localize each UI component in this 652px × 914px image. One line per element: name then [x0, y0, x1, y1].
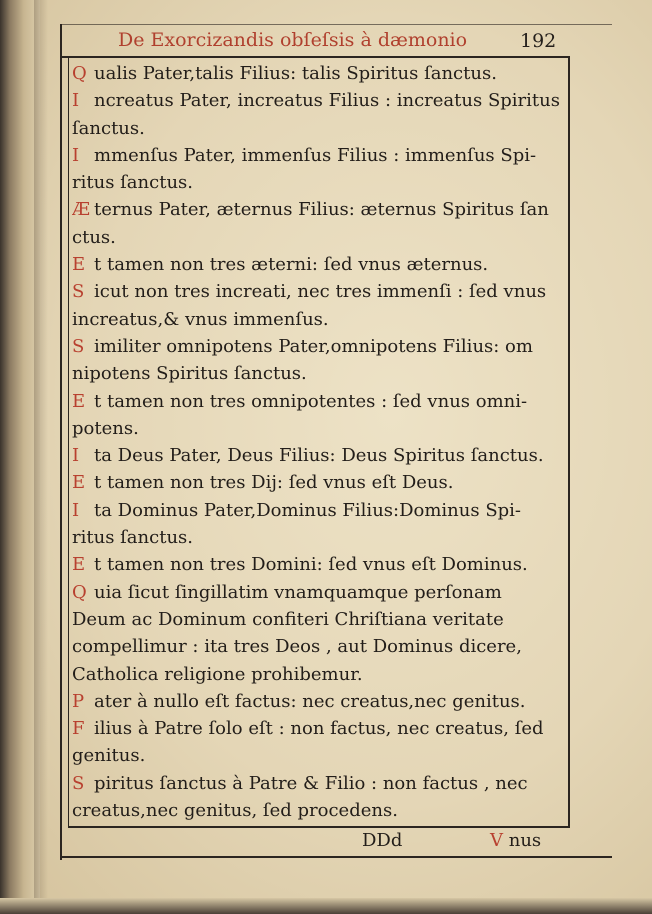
line-text: t tamen non tres Domini: ſed vnus eſt Dominus. — [94, 554, 528, 576]
line-text: ncreatus Pater, increatus Filius : increatus Spiritus — [94, 90, 560, 112]
line-text: ternus Pater, æternus Filius: æternus Spiritus ſan — [94, 199, 549, 221]
left-inner-rule — [68, 58, 69, 828]
rubricated-initial: S — [72, 335, 85, 357]
line-text: increatus,& vnus immenſus. — [72, 308, 329, 330]
top-rule — [60, 56, 570, 58]
line-text: ſanctus. — [72, 117, 145, 139]
line-text: Catholica religione prohibemur. — [72, 663, 363, 685]
text-line — [72, 661, 568, 688]
line-text: potens. — [72, 417, 139, 439]
rubricated-initial: I — [72, 90, 80, 112]
text-line — [72, 770, 568, 797]
text-line — [72, 633, 568, 660]
line-text: ta Deus Pater, Deus Filius: Deus Spiritus ſanctus. — [94, 445, 544, 467]
text-line — [72, 415, 568, 442]
rubricated-initial: Q — [72, 581, 87, 603]
text-line — [72, 606, 568, 633]
creed-text-block — [72, 60, 568, 830]
text-line — [72, 60, 568, 87]
text-line — [72, 388, 568, 415]
line-text: ta Dominus Pater,Dominus Filius:Dominus Spi- — [94, 499, 522, 521]
line-text: t tamen non tres Dij: ſed vnus eſt Deus. — [94, 472, 454, 494]
text-line — [72, 742, 568, 769]
line-text: icut non tres increati, nec tres immenſi : ſed vnus — [94, 281, 547, 303]
text-line — [72, 551, 568, 578]
rubricated-initial: P — [72, 690, 85, 712]
left-outer-rule — [60, 24, 62, 860]
line-text: t tamen non tres omnipotentes : ſed vnus omni- — [94, 390, 528, 412]
rubricated-initial: E — [72, 390, 86, 412]
catchword-rest: nus — [508, 830, 542, 851]
text-line — [72, 251, 568, 278]
rubricated-initial: I — [72, 144, 80, 166]
rubricated-initial: F — [72, 718, 85, 740]
text-line — [72, 142, 568, 169]
line-text: imiliter omnipotens Pater,omnipotens Filius: om — [94, 335, 533, 357]
text-line — [72, 797, 568, 824]
page-number: 192 — [520, 30, 557, 52]
text-line — [72, 715, 568, 742]
line-text: ctus. — [72, 226, 116, 248]
text-line — [72, 579, 568, 606]
line-text: ilius à Patre ſolo eſt : non factus, nec creatus, ſed — [94, 718, 544, 740]
signature-mark: DDd — [362, 830, 403, 851]
rubricated-initial: I — [72, 499, 80, 521]
rubricated-initial: Q — [72, 63, 87, 84]
top-outer-rule — [60, 24, 612, 25]
line-text: nipotens Spiritus ſanctus. — [72, 363, 307, 385]
text-line — [72, 333, 568, 360]
rubricated-initial: E — [72, 254, 86, 276]
right-inner-rule — [568, 58, 570, 828]
text-line — [72, 524, 568, 551]
catchword-initial: V — [490, 830, 503, 851]
text-line — [72, 469, 568, 496]
text-line — [72, 196, 568, 223]
line-text: mmenſus Pater, immenſus Filius : immenſus Spi- — [94, 144, 537, 166]
line-text: Deum ac Dominum confiteri Chriſtiana veritate — [72, 608, 504, 630]
text-line — [72, 87, 568, 114]
rubricated-initial: E — [72, 472, 86, 494]
line-text: uia ſicut ſingillatim vnamquamque perſonam — [94, 581, 502, 603]
rubricated-initial: I — [72, 445, 80, 467]
line-text: piritus ſanctus à Patre & Filio : non factus , nec — [94, 772, 528, 794]
line-text: creatus,nec genitus, ſed procedens. — [72, 800, 398, 822]
text-line — [72, 169, 568, 196]
text-line — [72, 278, 568, 305]
line-text: ualis Pater,talis Filius: talis Spiritus ſanctus. — [94, 63, 497, 84]
text-line — [72, 115, 568, 142]
text-line — [72, 442, 568, 469]
text-line — [72, 360, 568, 387]
rubricated-initial: Æ — [72, 199, 91, 221]
text-line — [72, 497, 568, 524]
catchword — [490, 828, 570, 854]
line-text: ater à nullo eſt factus: nec creatus,nec genitus. — [94, 690, 526, 712]
spine-shadow — [34, 0, 48, 914]
text-line — [72, 306, 568, 333]
rubricated-initial: S — [72, 281, 85, 303]
text-line — [72, 688, 568, 715]
footer-rule — [60, 856, 612, 858]
line-text: compellimur : ita tres Deos , aut Dominus dicere, — [72, 636, 522, 658]
line-text: genitus. — [72, 745, 146, 767]
running-header-title: De Exorcizandis obſeſsis à dæmonio — [118, 29, 468, 51]
line-text: t tamen non tres æterni: ſed vnus æternus. — [94, 254, 489, 276]
line-text: ritus ſanctus. — [72, 527, 193, 549]
page-bottom-edge — [0, 898, 652, 914]
rubricated-initial: E — [72, 554, 86, 576]
text-line — [72, 224, 568, 251]
line-text: ritus ſanctus. — [72, 172, 193, 194]
rubricated-initial: S — [72, 772, 85, 794]
